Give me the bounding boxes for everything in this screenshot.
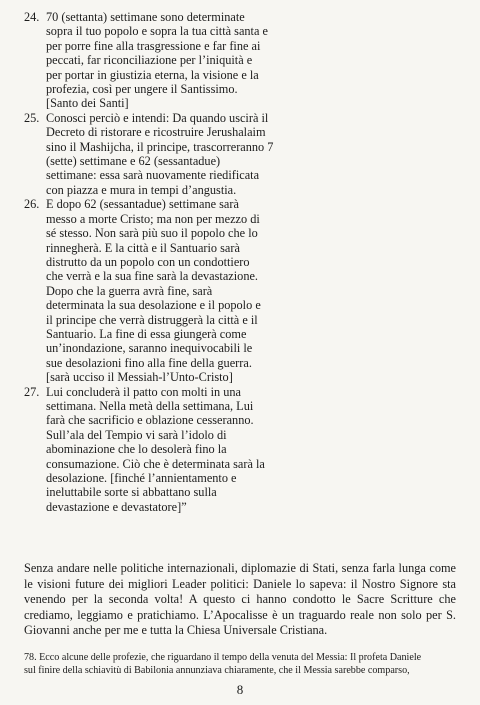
verse-line: Dopo che la guerra avrà fine, sarà — [46, 283, 213, 298]
footnote-line: 78. Ecco alcune delle profezie, che riguardano il tempo della venuta del Messia: Il profeta Daniele — [24, 652, 422, 663]
verse-line: distrutto da un popolo con un condottiero — [46, 254, 250, 269]
verse-line: [sarà ucciso il Messiah-l’Unto-Cristo] — [46, 370, 233, 385]
verse-line: per porre fine alla trasgressione e far fine ai — [46, 38, 261, 53]
verse-line: determinata la sua desolazione e il popolo e — [46, 298, 261, 313]
verse-line: Sull’ala del Tempio vi sarà l’idolo di — [46, 427, 227, 442]
verse-text — [46, 111, 284, 197]
verse-number: 25. — [24, 110, 40, 125]
verse-line: Lui concluderà il patto con molti in una — [46, 384, 241, 399]
verse-25 — [24, 111, 284, 197]
verse-line: settimane: essa sarà nuovamente riedificata — [46, 168, 260, 183]
verse-text — [46, 10, 284, 111]
verse-text — [46, 197, 284, 384]
verse-line: ineluttabile sorte si abbattano sulla — [46, 485, 217, 500]
verse-line: profezia, così per ungere il Santissimo. — [46, 82, 238, 97]
verse-list — [24, 10, 284, 514]
verse-line: (sette) settimane e 62 (sessantadue) — [46, 154, 221, 169]
verse-line: sino il Mashijcha, il principe, trascorreranno 7 — [46, 139, 274, 154]
verse-line: messo a morte Cristo; ma non per mezzo di — [46, 211, 260, 226]
verse-line: E dopo 62 (sessantadue) settimane sarà — [46, 197, 239, 212]
body-paragraph: Senza andare nelle politiche internazionali, diplomazie di Stati, senza farla lunga come le visioni future dei migliori Leader politici: Daniele lo sapeva: il Nostro Signore sta venendo per la seconda volta! A questo ci hanno condotto le Sacre Scritture che crediamo, leggiamo e pratichiamo. L’Apocalisse è un traguardo reale non solo per S. Giovanni anche per me e tutta la Chiesa Universale Cristiana. — [24, 561, 456, 638]
verse-line: consumazione. Ciò che è determinata sarà la — [46, 456, 265, 471]
verse-number: 27. — [24, 384, 40, 399]
verse-26 — [24, 197, 284, 384]
verse-line: farà che sacrificio e oblazione cesseranno. — [46, 413, 254, 428]
verse-number: 26. — [24, 197, 40, 212]
verse-27 — [24, 385, 284, 515]
verse-line: sue desolazioni fino alla fine della guerra. — [46, 355, 252, 370]
verse-line: il principe che verrà distruggerà la città e il — [46, 312, 258, 327]
verse-line: devastazione e devastatore]” — [46, 499, 187, 514]
verse-line: abominazione che lo desolerà fino la — [46, 442, 227, 457]
verse-line: sé stesso. Non sarà più suo il popolo che lo — [46, 226, 258, 241]
verse-24 — [24, 10, 284, 111]
verse-line: settimana. Nella metà della settimana, Lui — [46, 398, 254, 413]
footnote — [24, 651, 464, 677]
verse-line: per portar in giustizia eterna, la visione e la — [46, 67, 259, 82]
verse-line: 70 (settanta) settimane sono determinate — [46, 10, 245, 24]
verse-number: 24. — [24, 10, 40, 24]
verse-line: desolazione. [finché l’annientamento e — [46, 471, 237, 485]
footnote-line: sul finire della schiavitù di Babilonia annunziava chiaramente, che il Messia sarebbe comparso, — [24, 665, 410, 676]
verse-line: Conosci perciò e intendi: Da quando uscirà il — [46, 110, 269, 125]
page-number: 8 — [236, 682, 244, 697]
verse-line: [Santo dei Santi] — [46, 96, 129, 111]
verse-line: con piazza e mura in tempi d’angustia. — [46, 182, 237, 197]
verse-line: che verrà e la sua fine sarà la devastazione. — [46, 269, 259, 284]
verse-line: Santuario. La fine di essa giungerà come — [46, 326, 247, 341]
verse-line: un’inondazione, saranno inequivocabili le — [46, 341, 253, 356]
verse-line: sopra il tuo popolo e sopra la tua città santa e — [46, 24, 268, 39]
verse-line: rinnegherà. E la città e il Santuario sarà — [46, 240, 240, 255]
verse-line: Decreto di ristorare e ricostruire Jerushalaim — [46, 125, 266, 140]
verse-text — [46, 385, 284, 515]
verse-line: peccati, far riconciliazione per l’iniquità e — [46, 53, 253, 68]
